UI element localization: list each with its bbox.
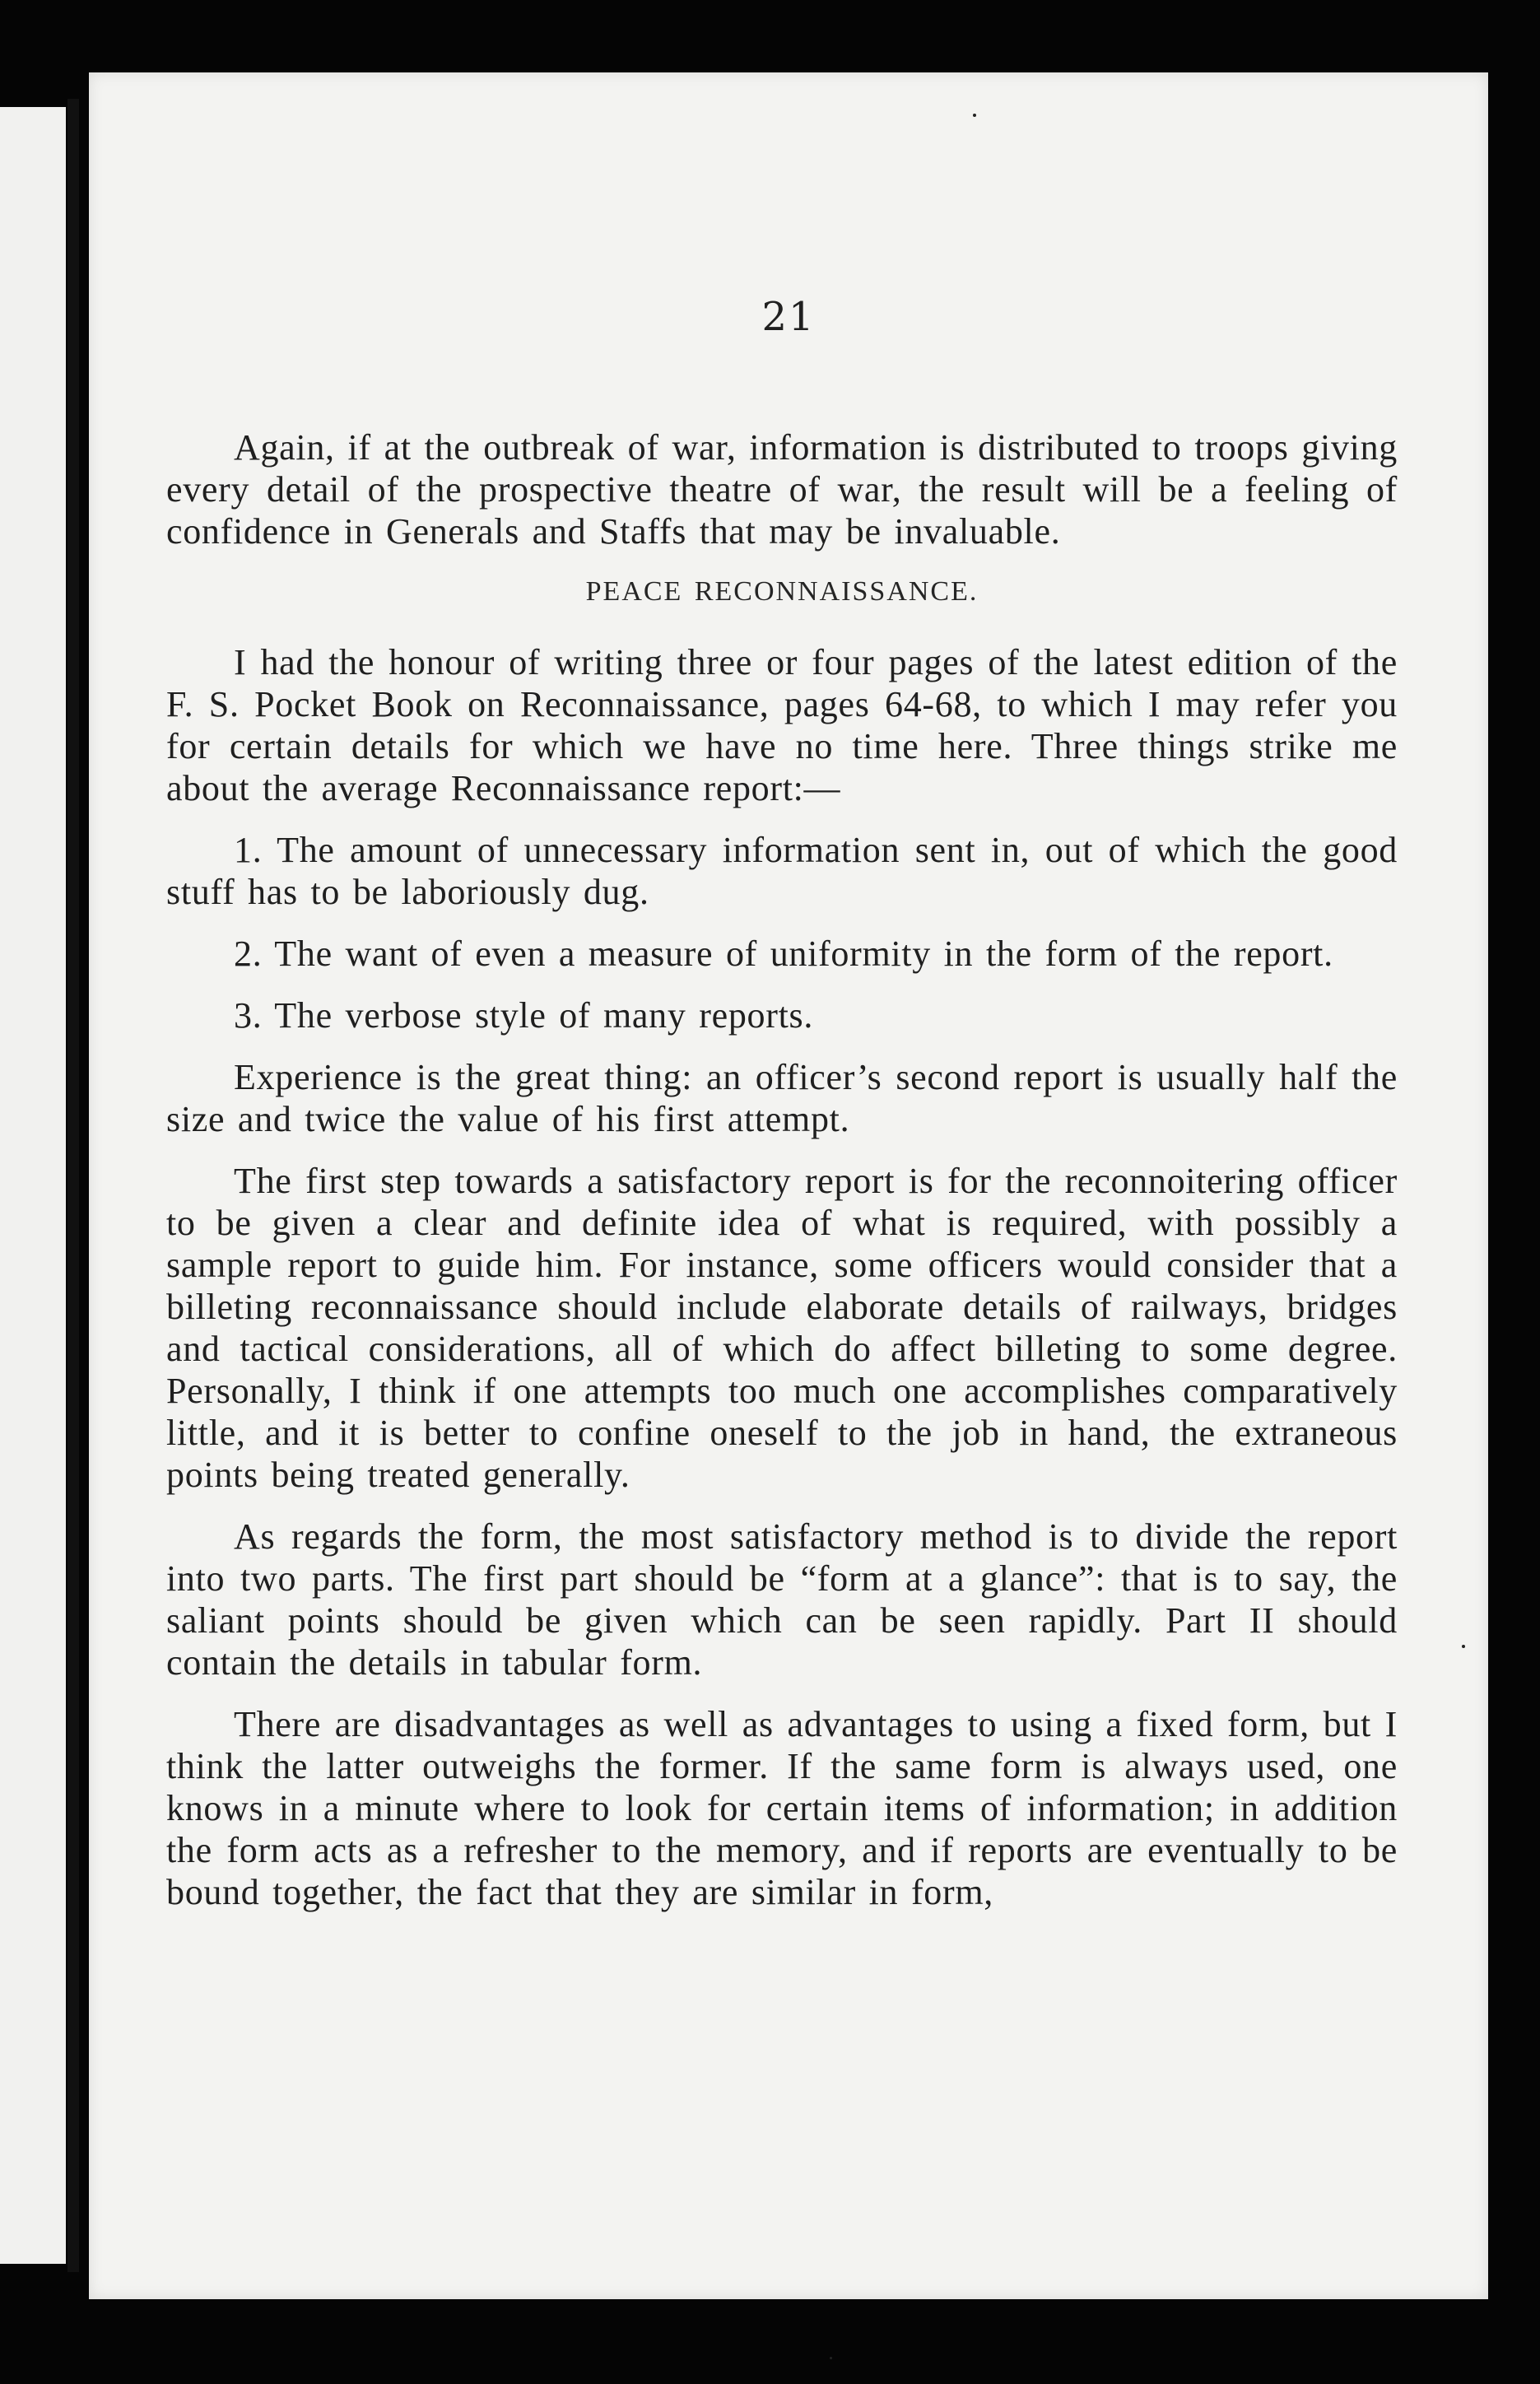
paragraph-fixed-form: There are disadvantages as well as advantages to using a fixed form, but I think the latter outweighs the former. If the same form is always used, one knows in a minute where to look for certain items of information; in addition the form acts as a refresher to the memory, and if reports are eventually to be bound together, the fact that they are similar in form,	[166, 1704, 1398, 1912]
scanned-book-page	[89, 72, 1488, 2299]
list-item-2: 2. The want of even a measure of uniformity in the form of the report.	[234, 934, 1333, 974]
paragraph-intro: Again, if at the outbreak of war, information is distributed to troops giving every detail of the prospective theatre of war, the result will be a feeling of confidence in Generals and Staffs that may be invaluable.	[166, 427, 1398, 552]
scan-speck	[973, 114, 976, 117]
list-item-1: 1. The amount of unnecessary information sent in, out of which the good stuff has to be laboriously dug.	[166, 830, 1398, 912]
paragraph-first-step: The first step towards a satisfactory report is for the reconnoitering officer to be given a clear and definite idea of what is required, with possibly a sample report to guide him. For instance, some officers would consider that a billeting reconnaissance should include elaborate details of railways, bridges and tactical considerations, all of which do affect billeting to some degree. Personally, I think if one attempts too much one accomplishes comparatively little, and it is better to confine oneself to the job in hand, the extraneous points being treated generally.	[166, 1161, 1398, 1495]
scan-speck	[830, 2357, 832, 2359]
paragraph-form: As regards the form, the most satisfactory method is to divide the report into two parts. The first part should be “form at a glance”: that is to say, the saliant points should be given which can be seen rapidly. Part II should contain the details in tabular form.	[166, 1516, 1398, 1683]
scan-speck	[1462, 1645, 1465, 1648]
section-heading: PEACE RECONNAISSANCE.	[585, 576, 979, 607]
paragraph-experience: Experience is the great thing: an officer’s second report is usually half the size and twice the value of his first attempt.	[166, 1057, 1398, 1139]
book-gutter	[67, 99, 79, 2272]
paragraph-reconnaissance: I had the honour of writing three or four pages of the latest edition of the F. S. Pocket Book on Reconnaissance, pages 64-68, to which I may refer you for certain details for which we have no time here. Three things strike me about the average Reconnaissance report:—	[166, 642, 1398, 808]
page-number: 21	[761, 294, 816, 340]
list-item-3: 3. The verbose style of many reports.	[234, 995, 814, 1036]
page-text	[166, 426, 1398, 1933]
adjacent-page-edge	[0, 107, 66, 2264]
